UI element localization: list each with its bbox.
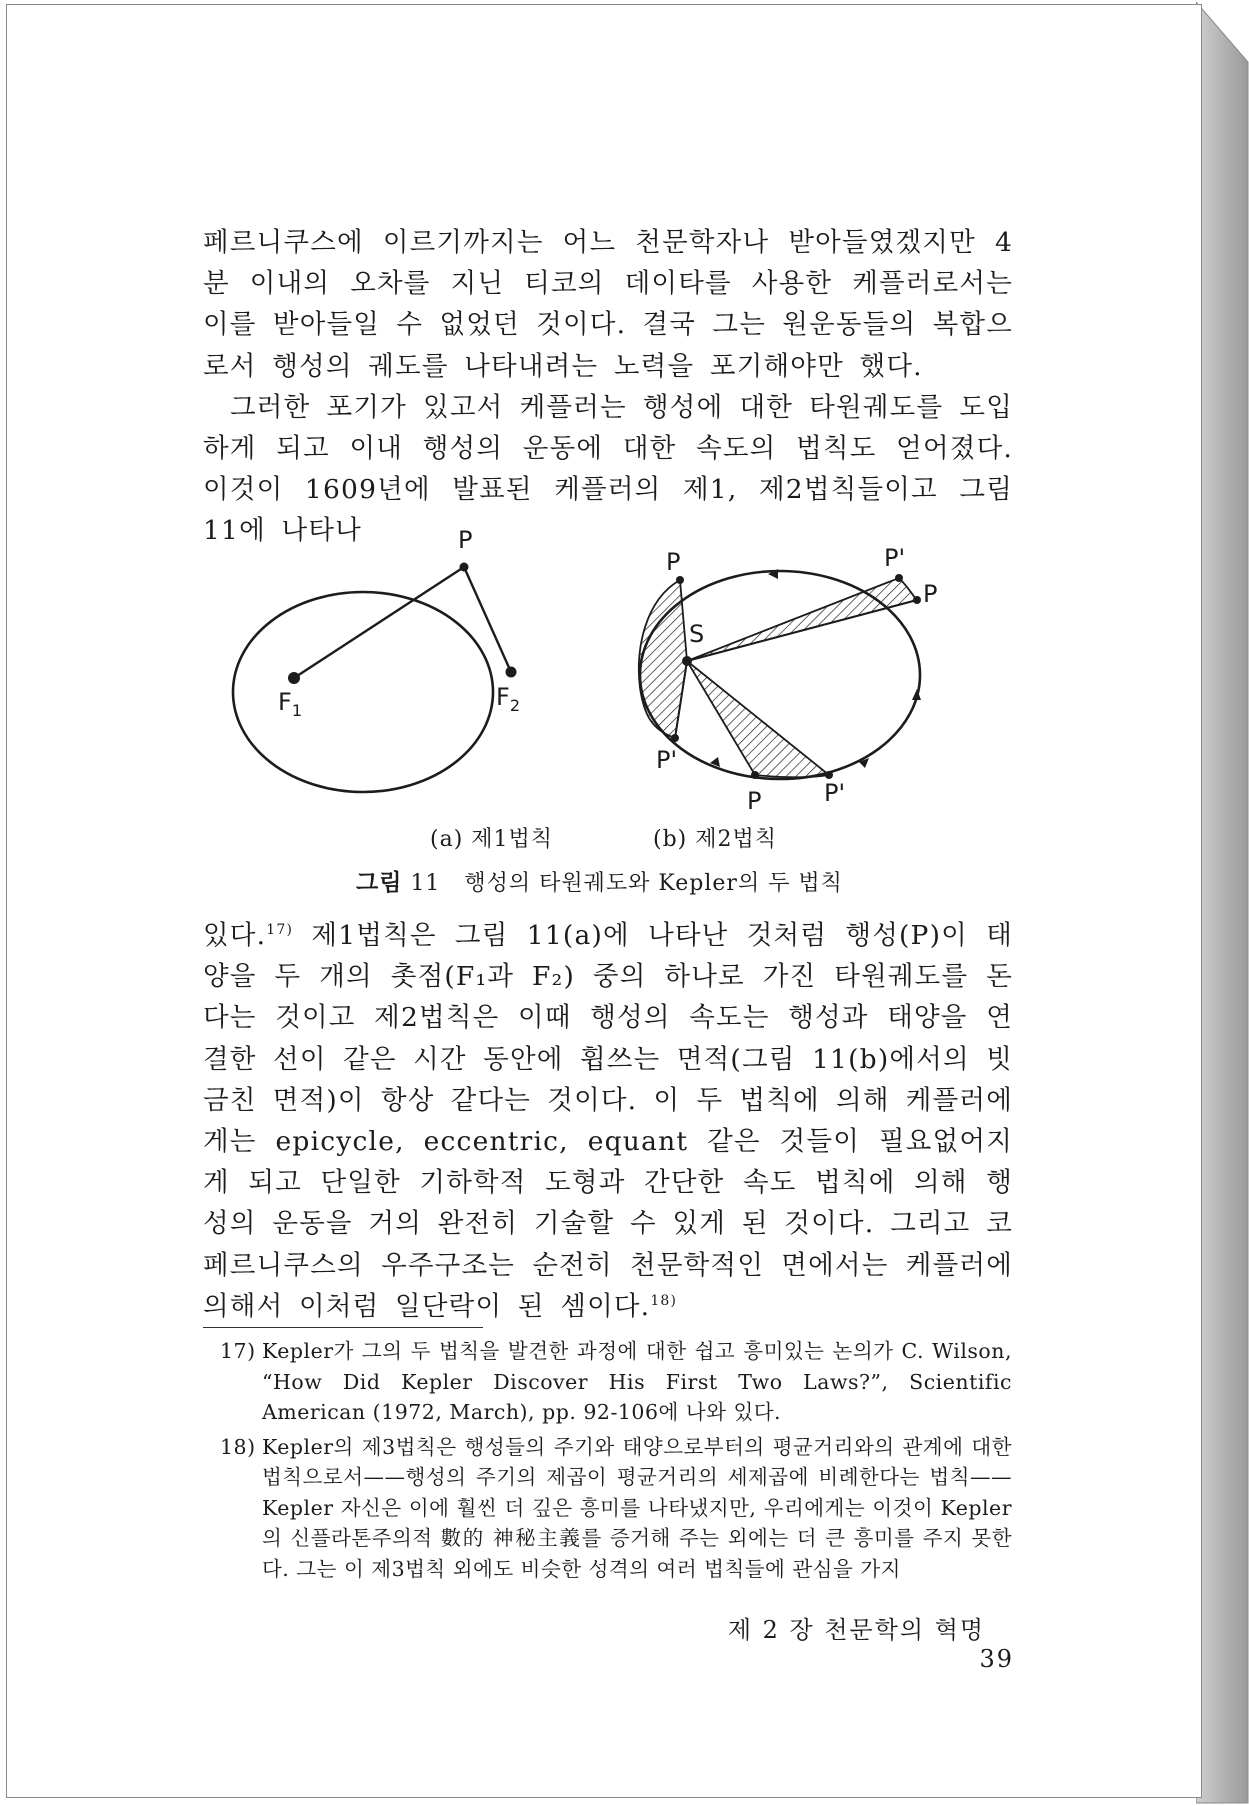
label-p-a: P: [458, 530, 473, 554]
paragraph-1: 페르니쿠스에 이르기까지는 어느 천문학자나 받아들였겠지만 4분 이내의 오차를 지닌 티코의 데이타를 사용한 케플러로서는 이를 받아들일 수 없었던 것이다. 결국 그는 원운동들의 복합으로서 행성의 궤도를 나타내려는 노력을 포기해야만 했다.: [203, 227, 1013, 382]
radius-to-p-right: [687, 600, 917, 661]
footnote-divider: [203, 1327, 483, 1328]
paragraph-3-body: 제1법칙은 그림 11(a)에 나타난 것처럼 행성(P)이 태양을 두 개의 촛점(F₁과 F₂) 중의 하나로 가진 타원궤도를 돈다는 것이고 제2법칙은 이때 행성의 속도는 행성과 태양을 연결한 선이 같은 시간 동안에 휩쓰는 면적(그림 11(b)에서의 빗금친 면적)이 항상 같다는 것이다. 이 두 법칙에 의해 케플러에게는 epicycle, eccentric, equant 같은 것들이 필요없어지게 되고 단일한 기하학적 도형과 간단한 속도 법칙에 의해 행성의 운동을 거의 완전히 기술할 수 있게 된 것이다. 그리고 코페르니쿠스의 우주구조는 순전히 천문학적인 면에서는 케플러에 의해서 이처럼 일단락이 된 셈이다.: [203, 920, 1013, 1322]
point-p-top-left: [676, 576, 684, 584]
figure-number: 11: [410, 871, 441, 896]
figure-caption-text: 행성의 타원궤도와 Kepler의 두 법칙: [464, 871, 843, 896]
paragraph-2: 그러한 포기가 있고서 케플러는 행성에 대한 타원궤도를 도입하게 되고 이내 행성의 운동에 대한 속도의 법칙도 얻어졌다. 이것이 1609년에 발표된 케플러의 제1, 제2법칙들이고 그림 11에 나타나: [203, 391, 1013, 547]
book-page-edge: [1196, 0, 1249, 1806]
label-p-top-left: P: [666, 548, 681, 576]
footnote-number: 18): [220, 1434, 256, 1459]
footnote-17: [220, 1336, 1012, 1428]
label-f1: $F_1$: [278, 688, 302, 720]
point-p-prime-left: [671, 734, 679, 742]
swept-area-top: [687, 578, 917, 661]
line-p-f2: [464, 567, 511, 672]
figure-caption: [356, 864, 916, 897]
body-text-top: [203, 222, 1013, 552]
first-law-diagram: [233, 530, 520, 792]
body-text-bottom: [203, 915, 1013, 1327]
footnote-ref-17[interactable]: 17): [266, 922, 294, 939]
paragraph-3-start: 있다.: [203, 920, 267, 951]
line-p-f1: [294, 567, 464, 678]
label-s: S: [689, 620, 705, 648]
sun-point: [682, 656, 692, 666]
footnote-text: Kepler가 그의 두 법칙을 발견한 과정에 대한 쉽고 흥미있는 논의가 C. Wilson, “How Did Kepler Discover His First Two Laws?”, Scientific American (1972, March), pp. 92-106에 나와 있다.: [262, 1339, 1012, 1424]
kepler-laws-figure: [230, 530, 980, 820]
caption-second-law: (b) 제2법칙: [653, 827, 777, 852]
label-p-prime-left: P': [656, 746, 678, 774]
label-p-bottom: P: [747, 787, 762, 815]
orbit-ellipse-a: [233, 592, 493, 792]
point-p-right: [913, 596, 921, 604]
caption-first-law: (a) 제1법칙: [430, 827, 554, 852]
page-number: 39: [979, 1645, 1014, 1673]
footnote-ref-18[interactable]: 18): [650, 1293, 678, 1309]
footnote-text: Kepler의 제3법칙은 행성들의 주기와 태양으로부터의 평균거리와의 관계에 대한 법칙으로서——행성의 주기의 제곱이 평균거리의 세제곱에 비례한다는 법칙——Kepler 자신은 이에 훨씬 더 깊은 흥미를 나타냈지만, 우리에게는 이것이 Kepler의 신플라톤주의적 數的 神秘主義를 증거해 주는 외에는 더 큰 흥미를 주지 못한다. 그는 이 제3법칙 외에도 비슷한 성격의 여러 법칙들에 관심을 가지: [262, 1434, 1012, 1581]
footnotes: [220, 1336, 1012, 1588]
paragraph-3: [203, 915, 1013, 1327]
swept-area-bottom: [687, 661, 829, 777]
second-law-diagram: [639, 544, 938, 815]
point-p-bottom: [751, 771, 759, 779]
chapter-title: 제 2 장 천문학의 혁명: [727, 1616, 986, 1644]
label-p-prime-bottom: P': [824, 779, 846, 807]
focus-f1: [288, 672, 300, 684]
label-f2: $F_2$: [496, 683, 520, 715]
point-p-prime-top: [895, 574, 903, 582]
planet-point-a: [460, 563, 469, 572]
point-p-prime-bottom: [825, 771, 833, 779]
footnote-number: 17): [220, 1339, 256, 1363]
label-p-prime-top: P': [884, 544, 906, 572]
focus-f2: [506, 667, 517, 678]
label-p-right: P: [923, 580, 938, 608]
running-footer: [694, 1610, 1014, 1673]
footnote-18: [220, 1432, 1012, 1585]
figure-label: 그림: [356, 870, 403, 896]
